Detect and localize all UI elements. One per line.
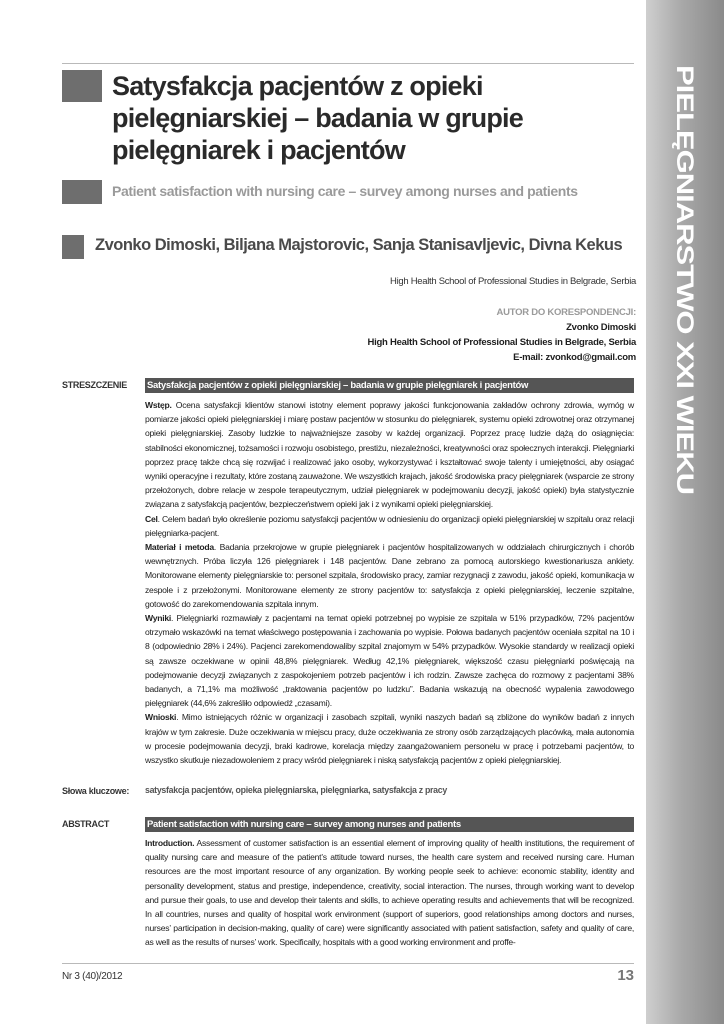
correspondence-block [368,305,637,365]
bottom-divider [62,963,634,964]
results-heading: Wyniki [145,613,172,624]
streszczenie-body [145,398,634,767]
abstract-label: ABSTRACT [62,819,110,829]
conclusions-heading: Wnioski [145,712,177,723]
top-divider [62,63,634,64]
abstract-body [145,836,634,950]
intro-heading: Wstęp. [145,400,172,410]
title-marker [62,70,102,102]
abstract-intro-text: Assessment of customer satisfaction is an essential element of improving quality of health institutions, the requirement of quality nursing care and measure of the patient’s attitude toward nurses, the health care system and received nursing care. Human resources are the most important resource of any organization. By working people seek to achieve: economic stability, identity and personality development, status and prestige, independence, creativity, social interaction. The nurses, through working want to develop and pursue their goals, to use and develop their talents and skills, to achieve operating results and achievements that will be recognized. In all countries, nurses and quality of hospital work environment (support of superiors, good relationships among doctors and nurses, nurses’ participation in decision-making, quality of care) were significantly associated with patient satisfaction, safety and quality of care, as well as the results of nurses’ work. Specifically, hospitals with a good working environment and proffe- [145,838,634,948]
streszczenie-title-bar: Satysfakcja pacjentów z opieki pielęgniarskiej – badania w grupie pielęgniarek i pacjentów [145,378,634,393]
article-title-pl: Satysfakcja pacjentów z opieki pielęgniarskiej – badania w grupie pielęgniarek i pacjentów [112,71,523,165]
correspondence-label: AUTOR DO KORESPONDENCJI: [496,307,636,318]
authors-marker [62,235,84,259]
keywords-label: Słowa kluczowe: [62,786,130,796]
issue-number: Nr 3 (40)/2012 [62,971,123,982]
subtitle-marker [62,180,102,204]
abstract-intro-heading: Introduction. [145,838,195,848]
journal-side-title: PIELĘGNIARSTWO XXI WIEKU [671,65,700,494]
abstract-title-bar: Patient satisfaction with nursing care – survey among nurses and patients [145,817,634,832]
affiliation: High Health School of Professional Studies in Belgrade, Serbia [390,276,636,287]
page-number: 13 [617,967,634,984]
methods-text: . Badania przekrojowe w grupie pielęgniarek i pacjentów hospitalizowanych w oddziałach chirurgicznych i chorób wewnętrznych. Próba liczyła 126 pielęgniarek i 148 pacjentów. Dane zebrano za pomocą autorskiego kwestionariusza ankiety. Monitorowane elementy pielęgniarskie to: personel szpitala, środowisko pracy, zamiar rezygnacji z zawodu, jakość opieki, komunikacja w zespole i z przełożonymi. Monitorowane elementy ze strony pacjentów to: satysfakcja z opieki pielęgniarskiej, leczenie szpitalne, gotowość do zarekomendowania szpitala innym. [145,542,635,609]
streszczenie-intro [145,398,634,512]
intro-text: Ocena satysfakcji klientów stanowi istotny element poprawy jakości funkcjonowania zakładów ochrony zdrowia, wymóg w pomiarze jakości opieki pielęgniarskiej i miarę postaw pacjentów w stosunku do pielęgniarek, systemu opieki zdrowotnej oraz otrzymanej opieki pielęgniarskiej. Zasoby ludzkie to najważniejsze zasoby w każdej organizacji. Poprzez pracę ludzie dążą do osiągnięcia: stabilności ekonomicznej, tożsamości i rozwoju osobistego, prestiżu, niezależności, kreatywności oraz społecznych interakcji. Pielęgniarki poprzez pracę także chcą się rozwijać i realizować jako osoby, wykorzystywać i kształtować swoje talenty i umiejętności, aby osiągać wyniki operacyjne i rezultaty, które zostaną zauważone. We wszystkich krajach, jakość środowiska pracy pielęgniarek (wsparcie ze strony przełożonych, dobre relacje w zespole terapeutycznym, udział pielęgniarek w podejmowaniu decyzji, jakość opieki) była statystycznie związana z satysfakcją pacjentów, bezpieczeństwem opieki jak i z wynikami opieki pielęgniarskiej. [145,400,634,510]
streszczenie-methods [145,540,634,611]
correspondence-name: Zvonko Dimoski [566,322,636,333]
authors: Zvonko Dimoski, Biljana Majstorovic, Sanja Stanisavljevic, Divna Kekus [95,236,623,254]
correspondence-email: E-mail: zvonkod@gmail.com [513,352,636,363]
streszczenie-conclusions [145,710,634,767]
aim-heading: Cel [145,513,158,524]
conclusions-text: . Mimo istniejących różnic w organizacji i zasobach szpitali, wyniki naszych badań są zbliżone do wyników badań z innych krajów w tym zakresie. Duże oczekiwania w miejscu pracy, duże oczekiwania ze strony osób zarządzających placówką, mała autonomia w procesie podejmowania decyzji, braki kadrowe, korelacja między zaangażowaniem personelu w pracę i potrzebami pacjentów, to wszystko skutkuje niezadowoleniem z pracy wśród pielęgniarek i niską satysfakcją pacjentów z opieki pielęgniarskiej. [145,712,634,766]
methods-heading: Materiał i metoda [145,542,214,553]
correspondence-institution: High Health School of Professional Studies in Belgrade, Serbia [367,337,636,348]
streszczenie-aim [145,512,634,540]
streszczenie-label: STRESZCZENIE [62,380,127,390]
streszczenie-results [145,611,634,710]
results-text: . Pielęgniarki rozmawiały z pacjentami na temat opieki potrzebnej po wypisie ze szpitala w 51% przypadków, 72% pacjentów otrzymało wskazówki na temat właściwego postępowania i zachowania po wypisie. Połowa badanych pacjentów oceniała szpital na 10 i 8 (odpowiednio 28% i 24%). Pacjenci zarekomendowaliby szpital znajomym w 54% przypadków. Wysokie standardy w realizacji opieki są zawsze oczekiwane w opinii 48,8% pielęgniarek. Według 42,1% pielęgniarek, większość czasu pielęgniarki poświęcają na podejmowanie decyzji związanych z zaspokojeniem potrzeb pacjentów i ich rodzin. Zawsze zachęca do rozmowy z pacjentami 38% badanych, a 71,1% ma możliwość „traktowania pacjentów po ludzku”. Badania wskazują na obecność wypalenia zawodowego pielęgniarek (44,6% zakreśliło odpowiedź „czasami). [145,613,634,709]
keywords-text: satysfakcja pacjentów, opieka pielęgniarska, pielęgniarka, satysfakcja z pracy [145,785,447,795]
abstract-intro [145,836,634,950]
article-title-en: Patient satisfaction with nursing care – survey among nurses and patients [112,183,578,199]
aim-text: . Celem badań było określenie poziomu satysfakcji pacjentów w odniesieniu do organizacji opieki pielęgniarskiej w szpitalu oraz relacji pielęgniarka-pacjent. [145,513,634,538]
